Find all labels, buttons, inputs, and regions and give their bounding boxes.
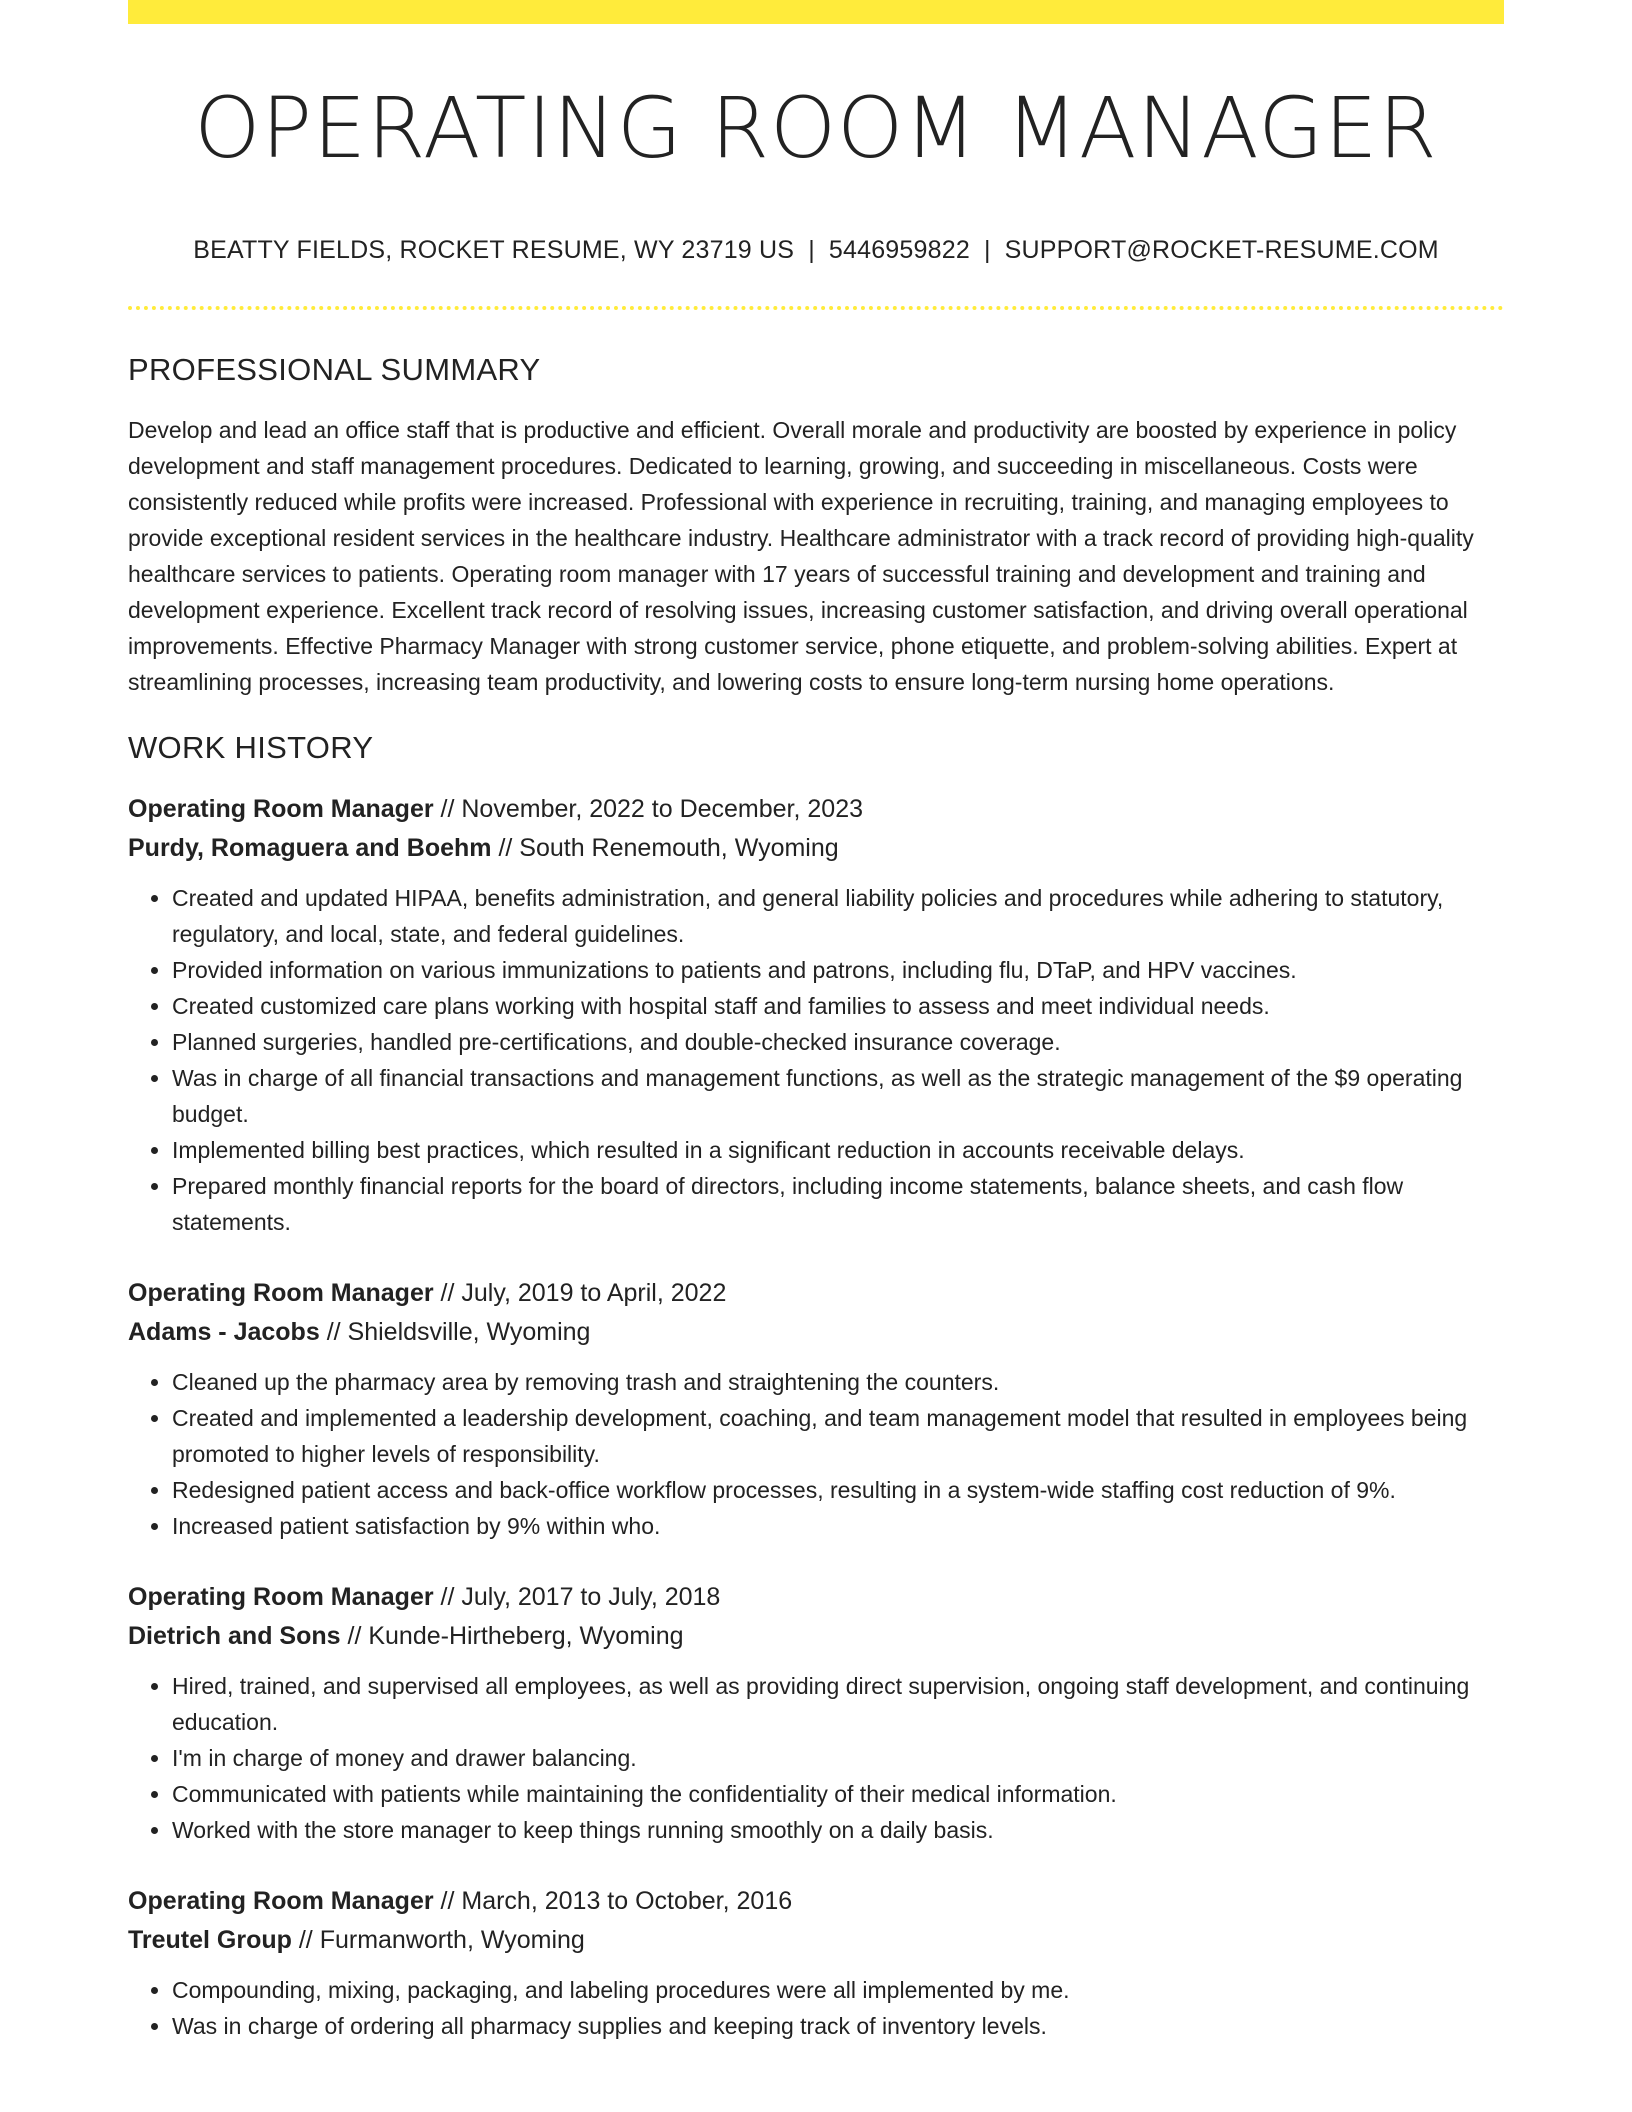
contact-address: BEATTY FIELDS, ROCKET RESUME, WY 23719 US (193, 236, 795, 264)
job-location: // Kunde-Hirtheberg, Wyoming (340, 1622, 684, 1650)
job-bullet: • Implemented billing best practices, which resulted in a significant reduction in accounts receivable delays. (172, 1132, 1504, 1168)
contact-separator: | (808, 236, 815, 264)
job-bullet: • Was in charge of all financial transactions and management functions, as well as the strategic management of the $9 operating budget. (172, 1060, 1504, 1132)
job-bullets (128, 1972, 1504, 2044)
job-bullet: • Redesigned patient access and back-office workflow processes, resulting in a system-wide staffing cost reduction of 9%. (172, 1472, 1504, 1508)
job-title-line (128, 1882, 1504, 1921)
job-company-line (128, 1617, 1504, 1656)
job-dates: // July, 2019 to April, 2022 (433, 1279, 727, 1307)
job-entry (128, 790, 1504, 1240)
job-dates: // July, 2017 to July, 2018 (433, 1583, 721, 1611)
job-entry (128, 1274, 1504, 1544)
accent-bar (128, 0, 1504, 24)
job-location: // South Renemouth, Wyoming (491, 834, 839, 862)
job-company-line (128, 1921, 1504, 1960)
summary-text: Develop and lead an office staff that is productive and efficient. Overall morale and productivity are boosted by experience in policy development and staff management procedures. Dedicated to learning, growing, and succeeding in miscellaneous. Costs were consistently reduced while profits were increased. Professional with experience in recruiting, training, and managing employees to provide exceptional resident services in the healthcare industry. Healthcare administrator with a track record of providing high-quality healthcare services to patients. Operating room manager with 17 years of successful training and development and training and development experience. Excellent track record of resolving issues, increasing customer satisfaction, and driving overall operational improvements. Effective Pharmacy Manager with strong customer service, phone etiquette, and problem-solving abilities. Expert at streamlining processes, increasing team productivity, and lowering costs to ensure long-term nursing home operations. (128, 417, 1474, 695)
job-bullet: • Hired, trained, and supervised all employees, as well as providing direct supervision, ongoing staff development, and continuing education. (172, 1668, 1504, 1740)
contact-separator: | (983, 236, 991, 264)
job-title-line (128, 1578, 1504, 1617)
job-entry (128, 1882, 1504, 2044)
job-title-line (128, 790, 1504, 829)
job-dates: // November, 2022 to December, 2023 (433, 795, 864, 823)
job-bullet: • Increased patient satisfaction by 9% within who. (172, 1508, 1504, 1544)
summary-heading: PROFESSIONAL SUMMARY (128, 352, 541, 387)
job-bullets (128, 880, 1504, 1240)
resume-title: OPERATING ROOM MANAGER (194, 79, 1438, 177)
job-bullet: • I'm in charge of money and drawer balancing. (172, 1740, 1504, 1776)
job-bullet: • Provided information on various immunizations to patients and patrons, including flu, DTaP, and HPV vaccines. (172, 952, 1504, 988)
job-company: Treutel Group (128, 1926, 292, 1954)
job-location: // Furmanworth, Wyoming (291, 1926, 585, 1954)
job-bullets (128, 1364, 1504, 1544)
job-bullets (128, 1668, 1504, 1848)
job-title: Operating Room Manager (128, 795, 434, 823)
job-bullet: • Cleaned up the pharmacy area by removing trash and straightening the counters. (172, 1364, 1504, 1400)
job-title: Operating Room Manager (128, 1583, 434, 1611)
job-bullet: • Planned surgeries, handled pre-certifications, and double-checked insurance coverage. (172, 1024, 1504, 1060)
job-bullet: • Created and implemented a leadership development, coaching, and team management model that resulted in employees being promoted to higher levels of responsibility. (172, 1400, 1504, 1472)
job-bullet: • Prepared monthly financial reports for the board of directors, including income statements, balance sheets, and cash flow statements. (172, 1168, 1504, 1240)
job-company: Purdy, Romaguera and Boehm (128, 834, 492, 862)
job-company: Dietrich and Sons (128, 1622, 341, 1650)
contact-line (128, 236, 1504, 265)
job-bullet: • Created customized care plans working with hospital staff and families to assess and meet individual needs. (172, 988, 1504, 1024)
work-history-heading: WORK HISTORY (128, 730, 374, 765)
job-title-line (128, 1274, 1504, 1313)
job-bullet: • Compounding, mixing, packaging, and labeling procedures were all implemented by me. (172, 1972, 1504, 2008)
job-title: Operating Room Manager (128, 1887, 434, 1915)
job-dates: // March, 2013 to October, 2016 (433, 1887, 793, 1915)
contact-email: SUPPORT@ROCKET-RESUME.COM (1004, 236, 1439, 264)
job-bullet: • Created and updated HIPAA, benefits administration, and general liability policies and procedures while adhering to statutory, regulatory, and local, state, and federal guidelines. (172, 880, 1504, 952)
job-bullet: • Communicated with patients while maintaining the confidentiality of their medical information. (172, 1776, 1504, 1812)
job-entry (128, 1578, 1504, 1848)
job-bullet: • Was in charge of ordering all pharmacy supplies and keeping track of inventory levels. (172, 2008, 1504, 2044)
contact-phone: 5446959822 (828, 236, 970, 264)
resume-content (128, 352, 1504, 2078)
job-company: Adams - Jacobs (128, 1318, 320, 1346)
job-title: Operating Room Manager (128, 1279, 434, 1307)
job-company-line (128, 829, 1504, 868)
job-location: // Shieldsville, Wyoming (319, 1318, 591, 1346)
job-bullet: • Worked with the store manager to keep things running smoothly on a daily basis. (172, 1812, 1504, 1848)
job-company-line (128, 1313, 1504, 1352)
dotted-divider (128, 306, 1504, 310)
